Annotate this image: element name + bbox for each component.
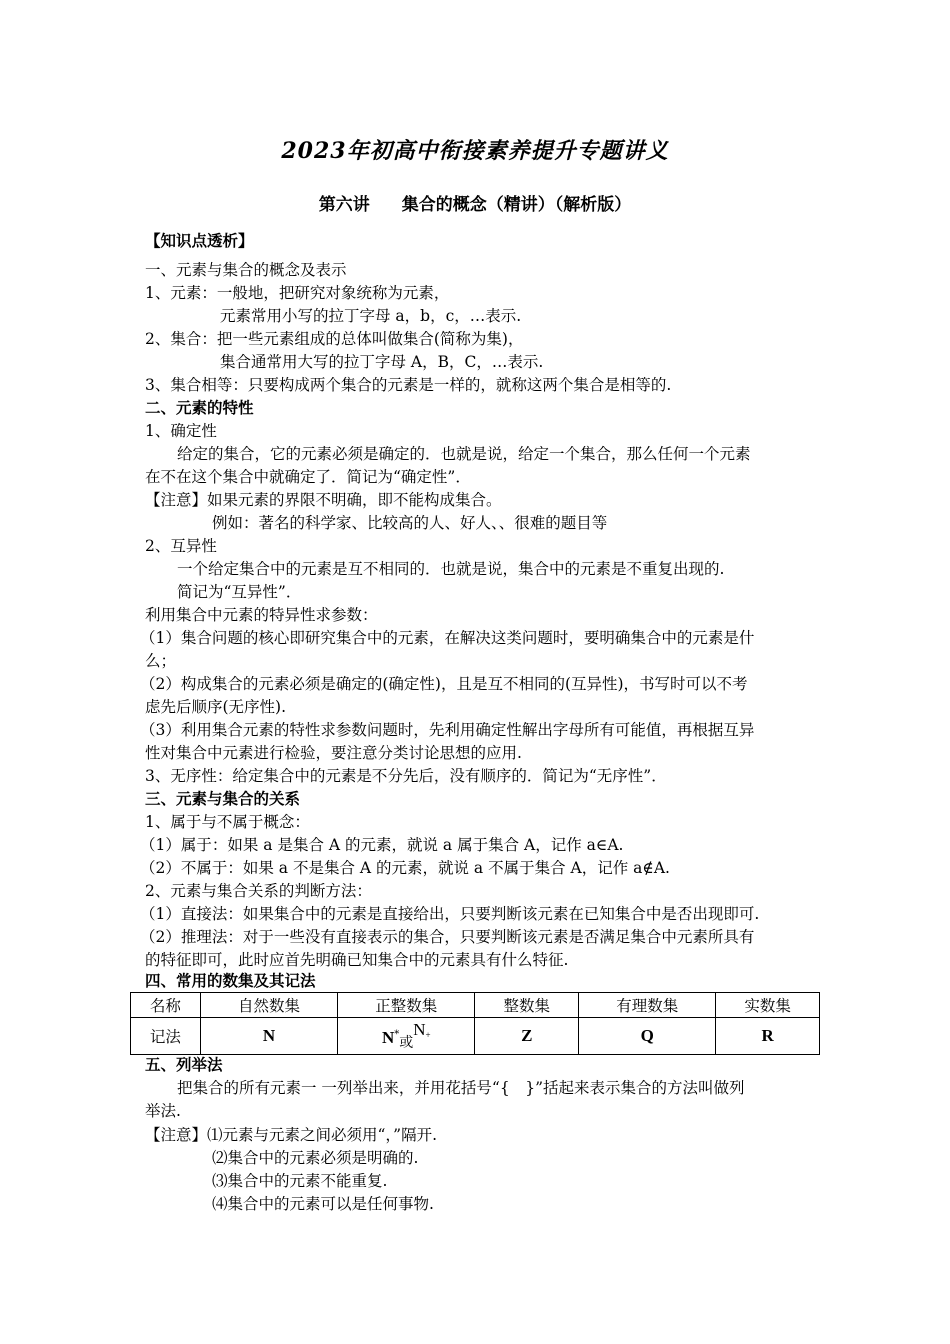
table-header-cell: 自然数集 [200, 993, 337, 1018]
section-knowledge-heading: 【知识点透析】 [145, 231, 254, 250]
text-line: 2、元素与集合关系的判断方法： [145, 882, 372, 900]
section-4-heading: 四、常用的数集及其记法 [145, 971, 316, 990]
text-line: 给定的集合，它的元素必须是确定的．也就是说，给定一个集合，那么任何一个元素 [177, 445, 751, 463]
text-line: ⑶集合中的元素不能重复. [212, 1172, 388, 1190]
text-line: 虑先后顺序(无序性). [145, 698, 287, 716]
table-header-cell: 正整数集 [338, 993, 475, 1018]
text-line: ⑷集合中的元素可以是任何事物. [212, 1195, 434, 1213]
text-line: 1、元素：一般地，把研究对象统称为元素， [145, 284, 450, 302]
text-line: 在不在这个集合中就确定了．简记为“确定性”． [145, 468, 471, 486]
text-line: 利用集合中元素的特异性求参数： [145, 606, 378, 624]
text-line: （2）推理法：对于一些没有直接表示的集合，只要判断该元素是否满足集合中元素所具有 [140, 928, 755, 946]
section-5-heading: 五、列举法 [145, 1055, 223, 1074]
positive-symbol-plus [413, 1020, 430, 1039]
subscript-plus: + [425, 1030, 431, 1040]
text-line: （1）属于：如果 a 是集合 A 的元素，就说 a 属于集合 A，记作 a∈A. [140, 836, 624, 854]
natural-symbol: N [200, 1018, 337, 1055]
text-line: 性对集合中元素进行检验，要注意分类讨论思想的应用. [145, 744, 522, 762]
table-header-cell: 名称 [131, 993, 201, 1018]
text-line: ⑵集合中的元素必须是明确的. [212, 1149, 419, 1167]
text-line: （3）利用集合元素的特性求参数问题时，先利用确定性解出字母所有可能值，再根据互异 [140, 721, 755, 739]
n-letter: N [413, 1020, 426, 1039]
text-line: 2、互异性 [145, 537, 217, 555]
page-title: 2023年初高中衔接素养提升专题讲义 [281, 138, 669, 164]
text-line: （1）直接法：如果集合中的元素是直接给出，只要判断该元素在已知集合中是否出现即可. [140, 905, 760, 923]
table-header-cell: 整数集 [475, 993, 579, 1018]
text-line: 集合通常用大写的拉丁字母 A，B，C，…表示. [220, 353, 544, 371]
integer-symbol: Z [475, 1018, 579, 1055]
text-line: 简记为“互异性”． [177, 583, 302, 601]
text-line: 1、确定性 [145, 422, 217, 440]
text-line: 3、集合相等：只要构成两个集合的元素是一样的，就称这两个集合是相等的. [145, 376, 672, 394]
lecture-subtitle [0, 190, 950, 215]
text-line: （2）不属于：如果 a 不是集合 A 的元素，就说 a 不属于集合 A，记作 a∉A. [140, 859, 670, 877]
section-1-heading: 一、元素与集合的概念及表示 [145, 261, 347, 279]
table-row [131, 1018, 820, 1055]
table-row-label: 记法 [131, 1018, 201, 1055]
text-line: 元素常用小写的拉丁字母 a，b，c，…表示. [220, 307, 522, 325]
section-3-heading: 三、元素与集合的关系 [145, 789, 301, 808]
number-sets-table [130, 992, 820, 1055]
positive-integer-cell [338, 1018, 475, 1055]
text-line: 的特征即可，此时应首先明确已知集合中的元素具有什么特征. [145, 951, 569, 969]
text-line: （2）构成集合的元素必须是确定的(确定性)，且是互不相同的(互异性)，书写时可以不考 [140, 675, 748, 693]
text-line: 例如：著名的科学家、比较高的人、好人、、很难的题目等 [212, 514, 608, 532]
text-line: （1）集合问题的核心即研究集合中的元素，在解决这类问题时，要明确集合中的元素是什 [140, 629, 755, 647]
text-line: 3、无序性：给定集合中的元素是不分先后，没有顺序的．简记为“无序性”． [145, 767, 667, 785]
lecture-number: 第六讲 [318, 195, 370, 215]
text-line: 2、集合：把一些元素组成的总体叫做集合(简称为集)， [145, 330, 524, 348]
lecture-topic: 集合的概念（精讲）（解析版） [401, 195, 632, 215]
real-symbol: R [716, 1018, 820, 1055]
text-line: 把集合的所有元素一 一列举出来，并用花括号“{ }”括起来表示集合的方法叫做列 [177, 1079, 745, 1097]
rational-symbol: Q [579, 1018, 716, 1055]
note-line: 【注意】如果元素的界限不明确，即不能构成集合。 [145, 491, 502, 509]
superscript-star: * [394, 1028, 400, 1040]
text-line: 举法. [145, 1102, 181, 1120]
section-2-heading: 二、元素的特性 [145, 398, 254, 417]
text-line: 么； [145, 652, 177, 670]
table-header-cell: 实数集 [716, 993, 820, 1018]
text-line: 1、属于与不属于概念： [145, 813, 310, 831]
positive-symbol-star: N [381, 1028, 395, 1047]
table-header-cell: 有理数集 [579, 993, 716, 1018]
note-line: 【注意】⑴元素与元素之间必须用“，”隔开. [145, 1126, 438, 1144]
text-line: 一个给定集合中的元素是互不相同的．也就是说，集合中的元素是不重复出现的. [177, 560, 725, 578]
table-row [131, 993, 820, 1018]
or-text: 或 [399, 1035, 414, 1051]
